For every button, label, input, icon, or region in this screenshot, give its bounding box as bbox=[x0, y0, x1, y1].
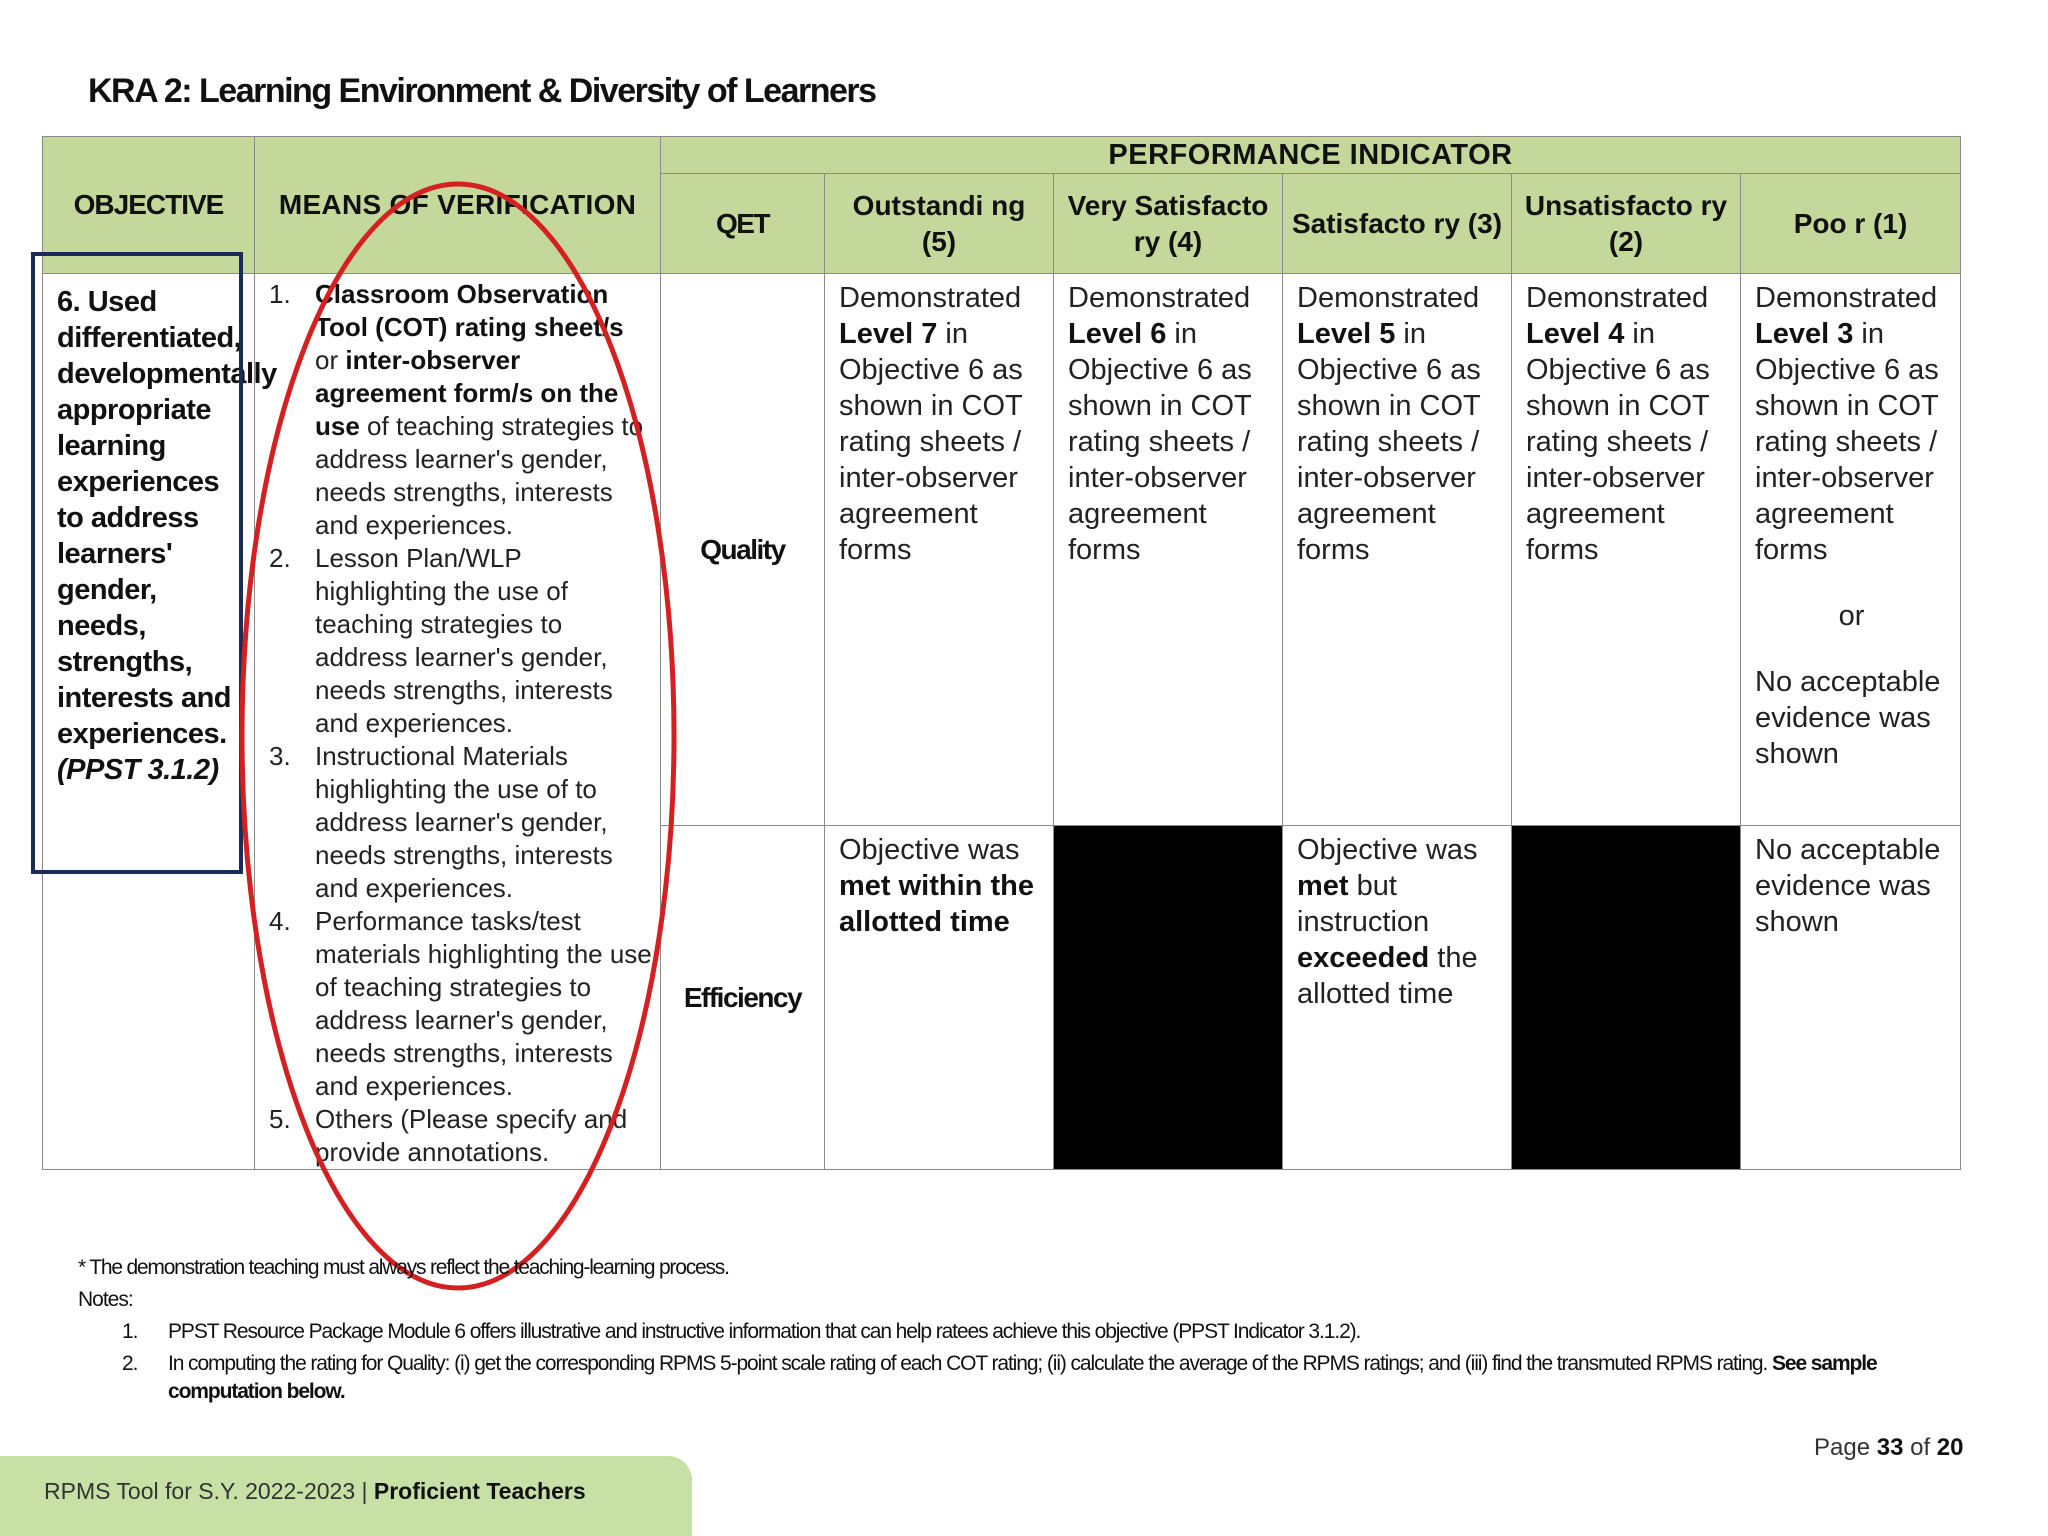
page-number: Page 33 of 20 bbox=[1814, 1434, 1964, 1461]
mov-item: 3. Instructional Materials highlighting the use of to address learner's gender, needs strengths, interests and experiences. bbox=[269, 741, 613, 903]
quality-outstanding: Demonstrated Level 7 in Objective 6 as shown in COT rating sheets / inter-observer agreement forms bbox=[825, 274, 1054, 826]
header-unsatisfactory: Unsatisfacto ry (2) bbox=[1512, 174, 1741, 274]
header-poor: Poo r (1) bbox=[1741, 174, 1961, 274]
mov-item: 2. Lesson Plan/WLP highlighting the use of teaching strategies to address learner's gender, needs strengths, interests and experiences. bbox=[269, 543, 613, 738]
objective-text: 6. Used differentiated, developmentally appropriate learning experiences to address learners' gender, needs, strengths, interests and experiences. (PPST 3.1.2) bbox=[57, 286, 277, 786]
header-outstanding: Outstandi ng (5) bbox=[825, 174, 1054, 274]
qet-quality: Quality bbox=[661, 274, 825, 826]
header-qet: QET bbox=[661, 174, 825, 274]
or-separator: or bbox=[1838, 600, 1865, 632]
quality-unsatisfactory: Demonstrated Level 4 in Objective 6 as shown in COT rating sheets / inter-observer agreement forms bbox=[1512, 274, 1741, 826]
mov-item: 5. Others (Please specify and provide annotations. bbox=[269, 1104, 628, 1167]
efficiency-satisfactory: Objective was met but instruction exceeded the allotted time bbox=[1283, 826, 1512, 1170]
quality-very-satisfactory: Demonstrated Level 6 in Objective 6 as shown in COT rating sheets / inter-observer agreement forms bbox=[1054, 274, 1283, 826]
footer-text: RPMS Tool for S.Y. 2022-2023 | Proficient Teachers bbox=[44, 1478, 586, 1504]
page-title: KRA 2: Learning Environment & Diversity of Learners bbox=[88, 72, 876, 110]
qet-efficiency: Efficiency bbox=[661, 826, 825, 1170]
header-performance-indicator: PERFORMANCE INDICATOR bbox=[661, 137, 1961, 174]
objective-cell bbox=[43, 274, 277, 1170]
note-item: 2. In computing the rating for Quality: (i) get the corresponding RPMS 5-point scale rating of each COT rating; (ii) calculate the average of the RPMS ratings; and (iii) find the transmuted RPMS rating. See sample computation below. bbox=[122, 1352, 1877, 1403]
efficiency-very-satisfactory-blank bbox=[1054, 826, 1283, 1170]
quality-poor-alt: No acceptable evidence was shown bbox=[1755, 666, 1941, 770]
notes-label: Notes: bbox=[78, 1288, 133, 1311]
efficiency-unsatisfactory-blank bbox=[1512, 826, 1741, 1170]
mov-item: 1. Classroom Observation Tool (COT) rating sheet/s or inter-observer agreement form/s on the use of teaching strategies to address learner's gender, needs strengths, interests and experiences. bbox=[269, 279, 644, 540]
mov-item: 4. Performance tasks/test materials highlighting the use of teaching strategies to address learner's gender, needs strengths, interests and experiences. bbox=[269, 906, 652, 1101]
quality-poor: Demonstrated Level 3 in Objective 6 as shown in COT rating sheets / inter-observer agreement forms or No acceptable evidence was shown bbox=[1741, 274, 1961, 826]
header-very-satisfactory: Very Satisfacto ry (4) bbox=[1054, 174, 1283, 274]
header-means-of-verification: MEANS OF VERIFICATION bbox=[255, 137, 661, 274]
means-of-verification-cell bbox=[255, 274, 661, 1170]
note-item: 1. PPST Resource Package Module 6 offers illustrative and instructive information that can help ratees achieve this objective (PPST Indicator 3.1.2). bbox=[122, 1320, 1361, 1343]
efficiency-poor: No acceptable evidence was shown bbox=[1741, 826, 1961, 1170]
performance-indicator-table bbox=[42, 136, 1961, 1170]
footnote: * The demonstration teaching must always reflect the teaching-learning process. bbox=[78, 1256, 729, 1279]
quality-satisfactory: Demonstrated Level 5 in Objective 6 as shown in COT rating sheets / inter-observer agreement forms bbox=[1283, 274, 1512, 826]
header-objective: OBJECTIVE bbox=[43, 137, 255, 274]
header-satisfactory: Satisfacto ry (3) bbox=[1283, 174, 1512, 274]
efficiency-outstanding: Objective was met within the allotted time bbox=[825, 826, 1054, 1170]
